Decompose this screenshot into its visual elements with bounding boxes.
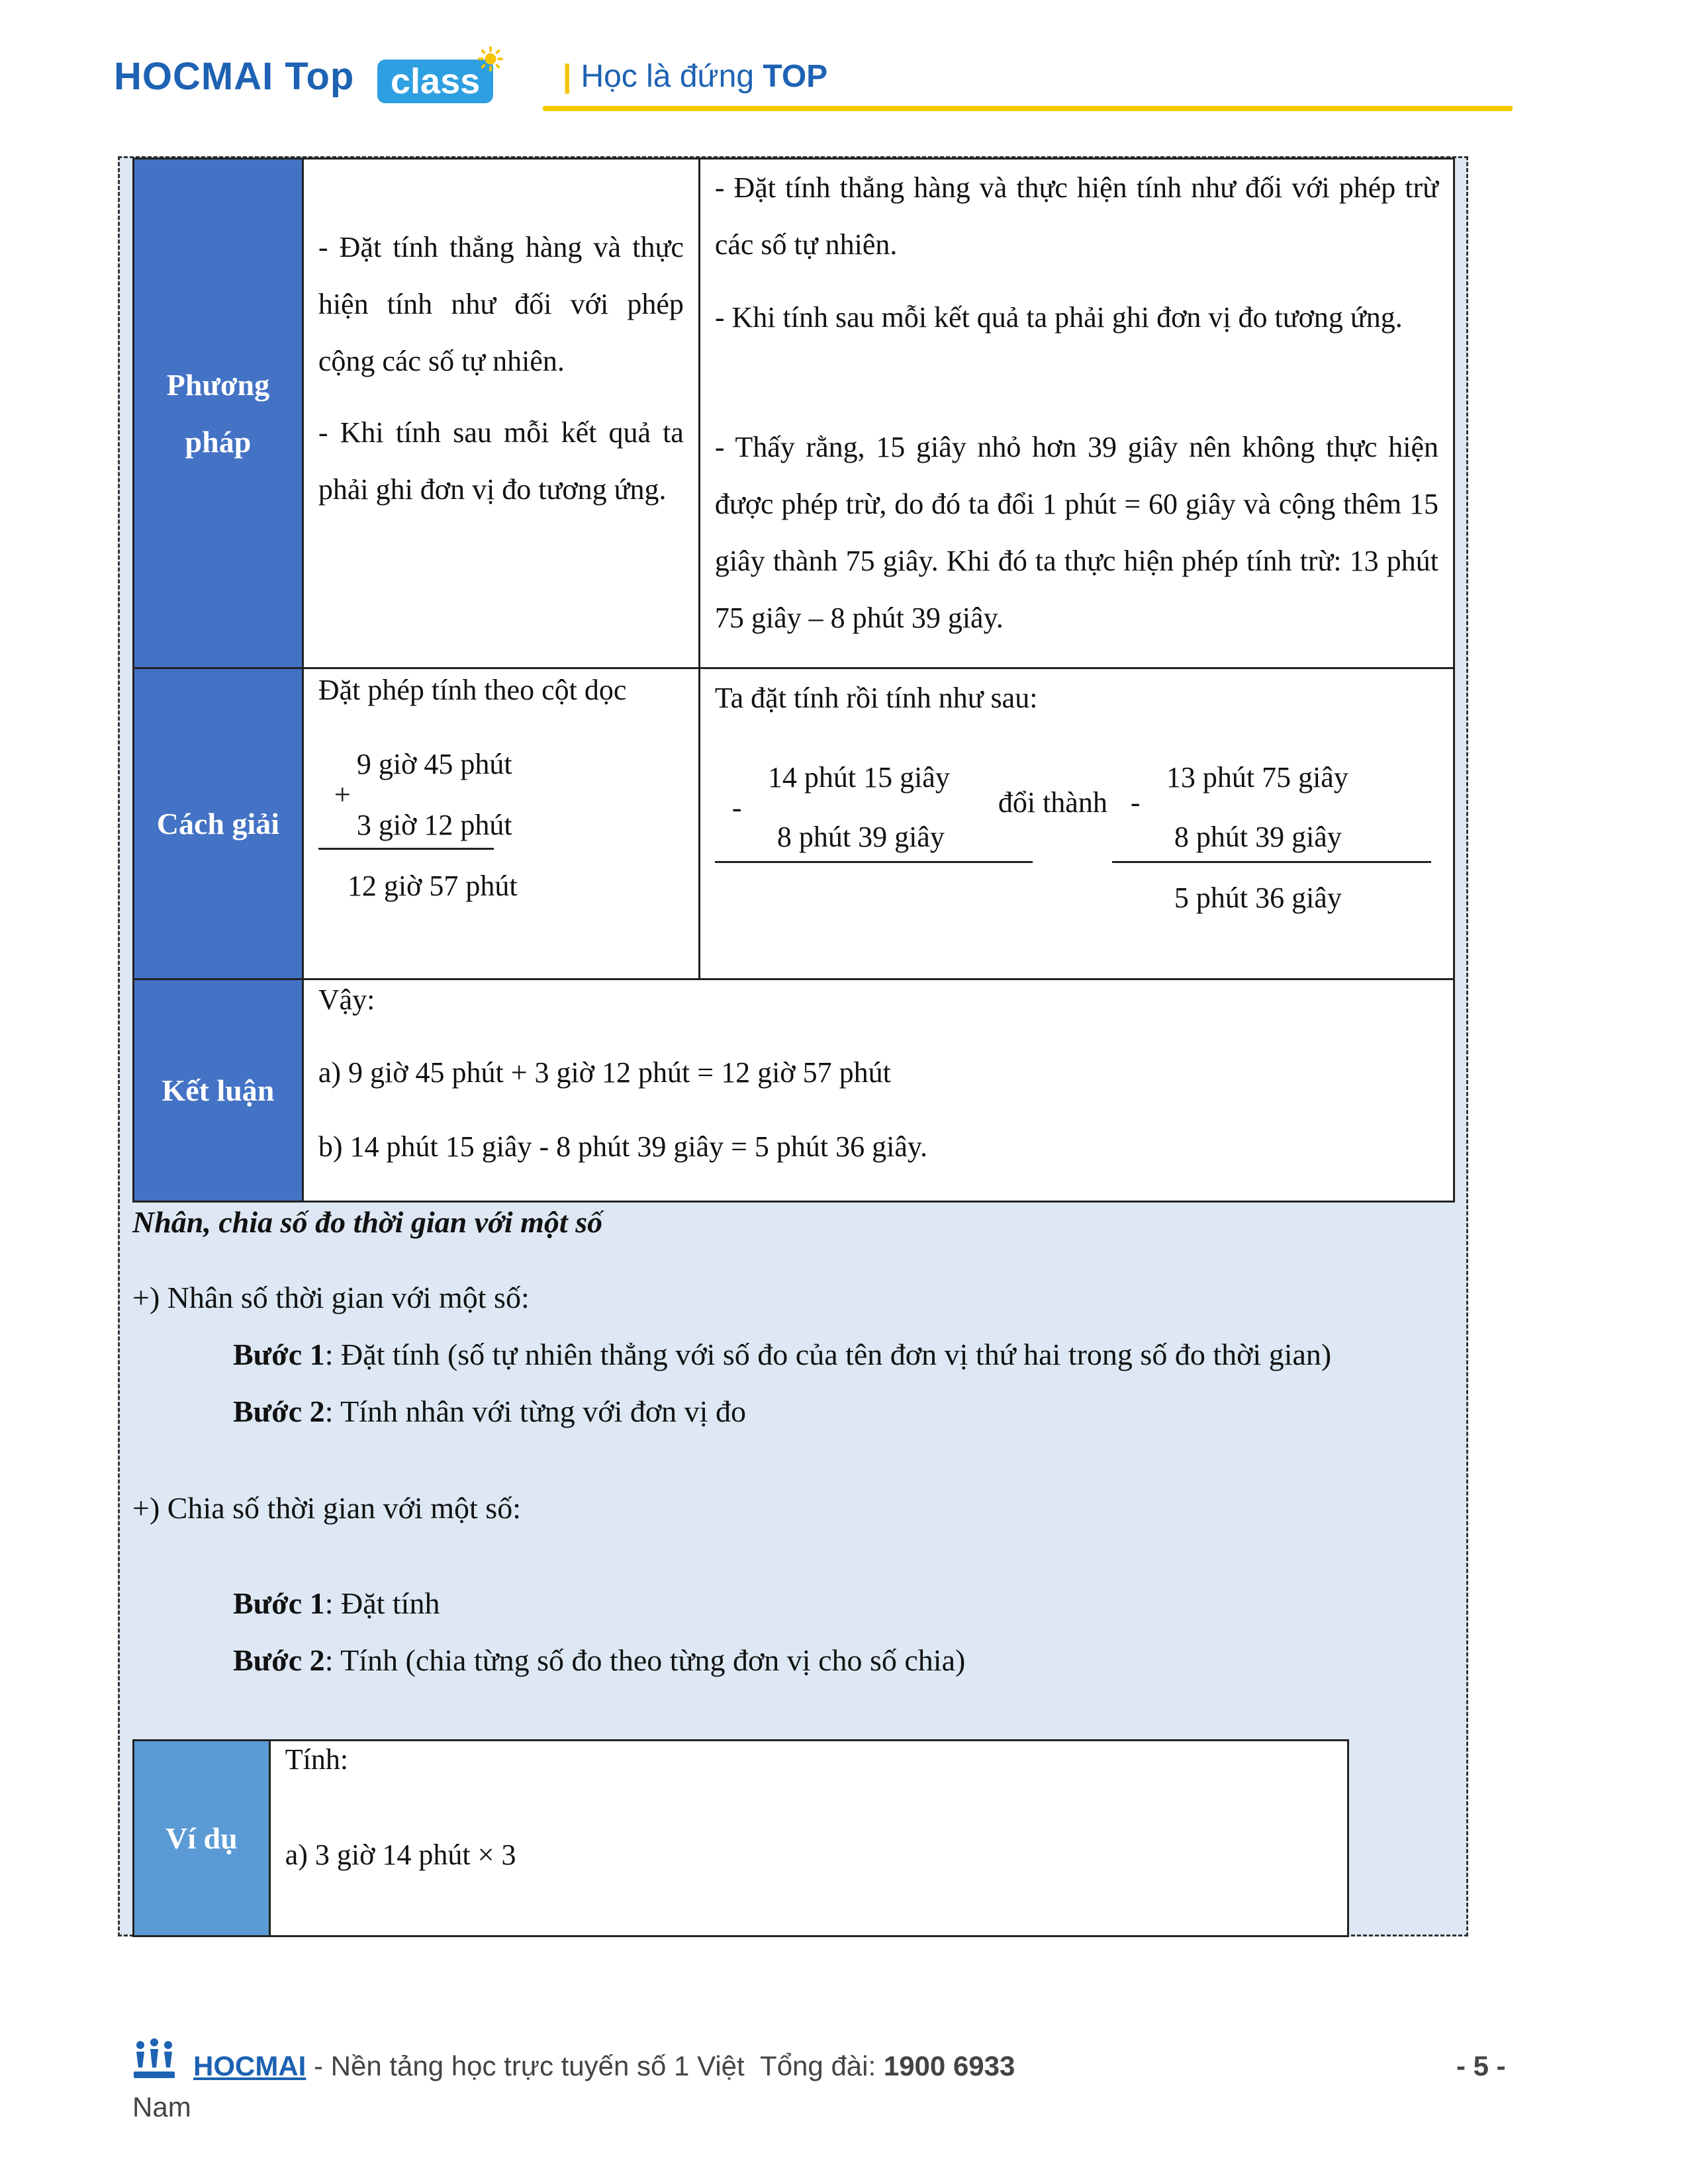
cell-add-method	[303, 159, 699, 668]
add-result: 12 giờ 57 phút	[347, 870, 518, 902]
add-method-step1: - Đặt tính thẳng hàng và thực hiện tính như đối với phép cộng các số tự nhiên.	[318, 231, 684, 377]
logo-class-badge: class	[377, 60, 493, 103]
sub-operator-2: -	[1130, 786, 1141, 819]
sub-operand-a2: 13 phút 75 giây	[1166, 761, 1348, 794]
row-label-line: Phương	[166, 367, 270, 402]
sub-result-line-2	[1112, 861, 1431, 863]
table-row-conclusion	[134, 979, 1454, 1202]
add-operand-b: 3 giờ 12 phút	[356, 809, 512, 841]
method-table	[132, 158, 1455, 1203]
example-table	[132, 1739, 1349, 1937]
tagline	[563, 58, 827, 95]
convert-label: đổi thành	[998, 786, 1107, 819]
row-label-solution: Cách giải	[134, 668, 303, 979]
sub-operator: -	[731, 792, 742, 824]
table-row-example	[134, 1741, 1348, 1936]
sun-icon	[478, 46, 503, 71]
footer-hotline: 1900 6933	[883, 2050, 1015, 2081]
div-heading: +) Chia số thời gian với một số:	[132, 1491, 521, 1525]
example-a: a) 3 giờ 14 phút × 3	[285, 1839, 516, 1871]
conclusion-b: b) 14 phút 15 giây - 8 phút 39 giây = 5 phút 36 giây.	[318, 1130, 928, 1163]
mul-step1	[233, 1337, 1331, 1372]
cell-add-solution	[303, 668, 699, 979]
footer-hotline-label: Tổng đài:	[760, 2050, 884, 2081]
row-label-example: Ví dụ	[134, 1741, 270, 1936]
cell-sub-method	[699, 159, 1454, 668]
conclusion-a: a) 9 giờ 45 phút + 3 giờ 12 phút = 12 giờ 57 phút	[318, 1056, 891, 1089]
step-text: : Tính nhân với từng với đơn vị đo	[324, 1394, 746, 1428]
logo-hocmai-text: HOCMAI Top	[114, 55, 355, 98]
table-row-method	[134, 159, 1454, 668]
sub-operand-a: 14 phút 15 giây	[767, 761, 950, 794]
step-label: Bước 1	[233, 1586, 325, 1620]
tagline-prefix: Học là đứng	[581, 59, 755, 94]
add-method-step2: - Khi tính sau mỗi kết quả ta phải ghi đơn vị đo tương ứng.	[318, 416, 684, 506]
cell-sub-solution	[699, 668, 1454, 979]
cell-example	[269, 1741, 1348, 1936]
add-operator: +	[334, 778, 351, 811]
div-step1	[233, 1586, 440, 1621]
sub-result-line	[715, 861, 1033, 863]
sub-operand-b: 8 phút 39 giây	[776, 821, 945, 853]
row-label-conclusion: Kết luận	[134, 979, 303, 1202]
section-title: Nhân, chia số đo thời gian với một số	[132, 1205, 603, 1239]
conclusion-intro: Vậy:	[318, 983, 375, 1016]
header-underline	[543, 106, 1513, 111]
sub-method-step2: - Khi tính sau mỗi kết quả ta phải ghi đơn vị đo tương ứng.	[714, 301, 1403, 334]
step-label: Bước 2	[233, 1643, 325, 1677]
mul-heading: +) Nhân số thời gian với một số:	[132, 1281, 530, 1314]
step-text: : Đặt tính (số tự nhiên thẳng với số đo của tên đơn vị thứ hai trong số đo thời gian)	[324, 1338, 1332, 1371]
step-label: Bước 2	[233, 1394, 325, 1428]
add-operand-a: 9 giờ 45 phút	[356, 748, 512, 780]
sub-operand-b2: 8 phút 39 giây	[1174, 821, 1342, 853]
mul-step2	[233, 1394, 746, 1429]
cell-conclusion	[303, 979, 1454, 1202]
hocmai-footer-logo-icon	[131, 2037, 177, 2083]
tagline-divider: |	[563, 59, 572, 94]
page-number: - 5 -	[1456, 2050, 1506, 2081]
step-text: : Đặt tính	[324, 1586, 440, 1620]
footer-brand-link[interactable]: HOCMAI	[193, 2050, 306, 2081]
example-intro: Tính:	[285, 1743, 349, 1776]
step-text: : Tính (chia từng số đo theo từng đơn vị cho số chia)	[324, 1643, 966, 1677]
sub-intro: Ta đặt tính rồi tính như sau:	[714, 682, 1038, 714]
sub-method-step3: - Thấy rằng, 15 giây nhỏ hơn 39 giây nên không thực hiện được phép trừ, do đó ta đổi 1 phút = 60 giây và cộng thêm 15 giây thành 75 giây. Khi đó ta thực hiện phép tính trừ: 13 phút 75 giây – 8 phút 39 giây.	[714, 431, 1438, 634]
footer-line	[193, 2050, 1015, 2082]
div-step2	[233, 1643, 965, 1678]
sub-method-step1: - Đặt tính thẳng hàng và thực hiện tính như đối với phép trừ các số tự nhiên.	[714, 171, 1438, 261]
table-row-solution	[134, 668, 1454, 979]
row-label-method	[134, 159, 303, 668]
sub-result: 5 phút 36 giây	[1174, 882, 1342, 914]
step-label: Bước 1	[233, 1338, 325, 1371]
add-result-line	[318, 848, 494, 850]
footer-wrap: Nam	[132, 2091, 191, 2122]
row-label-line: pháp	[185, 424, 252, 459]
tagline-top: TOP	[763, 59, 828, 94]
add-intro: Đặt phép tính theo cột dọc	[318, 674, 627, 706]
footer-text: - Nền tảng học trực tuyến số 1 Việt	[306, 2050, 745, 2081]
